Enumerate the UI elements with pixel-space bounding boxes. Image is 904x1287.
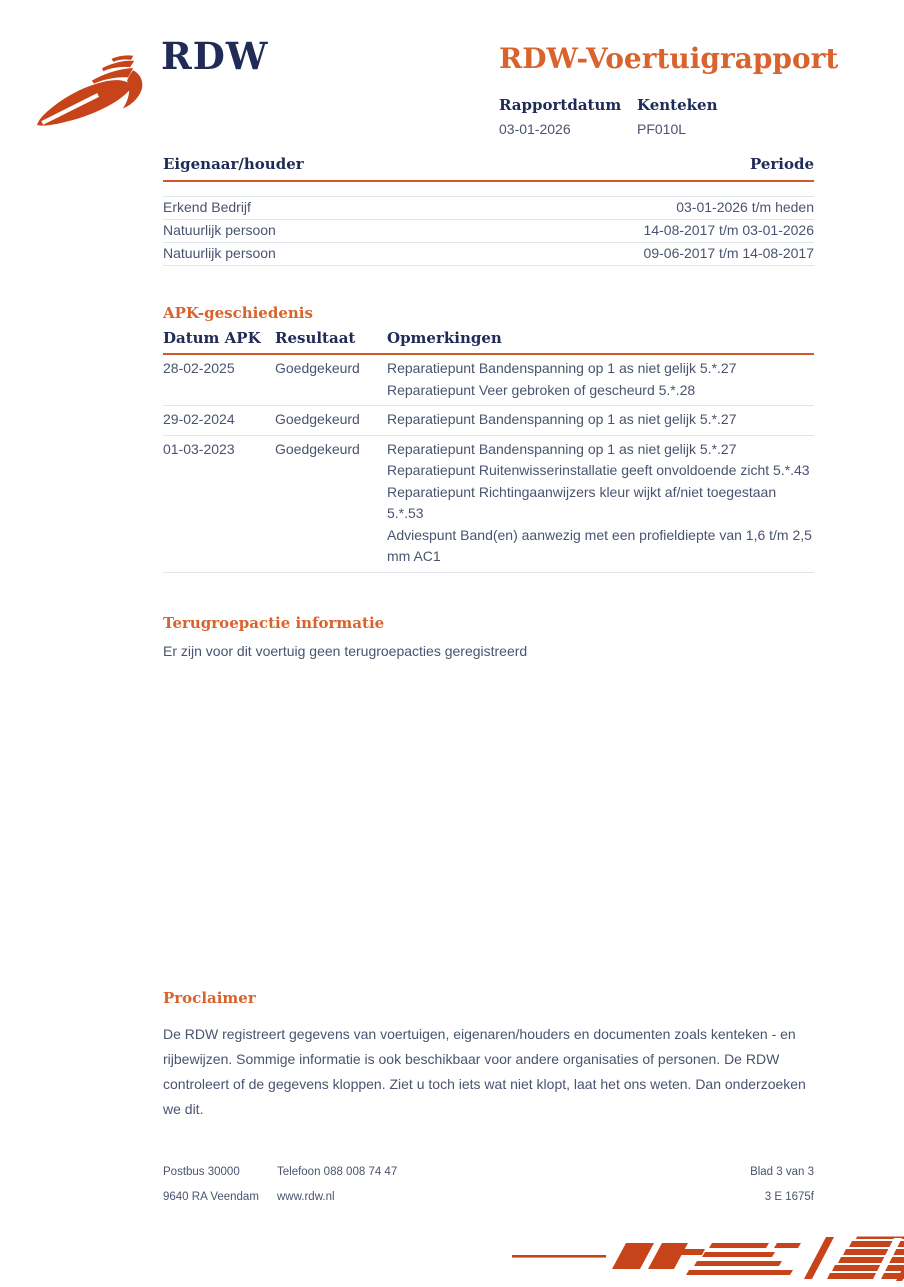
apk-remarks-cell xyxy=(387,358,814,401)
footer-row-1 xyxy=(163,1166,814,1178)
apk-date-cell: 28-02-2025 xyxy=(163,360,235,376)
page-title: RDW-Voertuigrapport xyxy=(499,42,839,75)
report-meta xyxy=(499,96,717,137)
apk-remark-line: Reparatiepunt Bandenspanning op 1 as niet gelijk 5.*.27 xyxy=(387,440,737,457)
period-column-header: Periode xyxy=(749,155,814,173)
apk-table-row xyxy=(163,436,814,573)
apk-date-cell: 01-03-2023 xyxy=(163,440,235,457)
owner-table-row xyxy=(163,197,814,220)
apk-result-cell: Goedgekeurd xyxy=(275,440,360,457)
kenteken-label: Kenteken xyxy=(637,96,718,114)
apk-date-cell: 29-02-2024 xyxy=(163,411,235,427)
rdw-wordmark: RDW xyxy=(161,34,269,78)
rdw-feather-logo-icon xyxy=(34,48,158,140)
report-date-label: Rapportdatum xyxy=(499,96,622,114)
kenteken-value: PF010L xyxy=(637,121,687,137)
apk-section-heading: APK-geschiedenis xyxy=(163,304,313,322)
apk-remarks-column-header: Opmerkingen xyxy=(387,329,502,347)
proclaimer-text: De RDW registreert gegevens van voertuigen, eigenaren/houders en documenten zoals kenteken - en rijbewijzen. Sommige informatie is ook beschikbaar voor andere organisaties of personen. De RDW controleert of de gegevens kloppen. Ziet u toch iets wat niet klopt, laat het ons weten. Dan onderzoeken we dit. xyxy=(163,1026,806,1117)
apk-remark-line: Reparatiepunt Bandenspanning op 1 as niet gelijk 5.*.27 xyxy=(387,360,737,376)
owner-table xyxy=(163,155,814,266)
apk-date-column-header: Datum APK xyxy=(163,329,261,347)
speed-stripes-decoration-icon xyxy=(504,1234,904,1282)
document-body xyxy=(163,155,814,661)
period-cell: 09-06-2017 t/m 14-08-2017 xyxy=(643,245,814,261)
period-cell: 14-08-2017 t/m 03-01-2026 xyxy=(643,222,814,238)
apk-table-rows xyxy=(163,355,814,573)
apk-remarks-cell xyxy=(387,409,814,431)
apk-table-header xyxy=(163,326,814,355)
apk-remark-line: Reparatiepunt Bandenspanning op 1 as niet gelijk 5.*.27 xyxy=(387,411,737,427)
report-date-value: 03-01-2026 xyxy=(499,121,571,137)
recall-section-text: Er zijn voor dit voertuig geen terugroepacties geregistreerd xyxy=(163,642,528,659)
recall-section-heading: Terugroepactie informatie xyxy=(163,613,385,632)
footer-phone: Telefoon 088 008 74 47 xyxy=(277,1166,398,1178)
apk-remark-line: Reparatiepunt Veer gebroken of gescheurd 5.*.28 xyxy=(387,381,696,398)
proclaimer-section xyxy=(163,989,819,1122)
apk-remarks-cell xyxy=(387,439,814,568)
owner-cell: Natuurlijk persoon xyxy=(163,245,276,261)
report-date-block xyxy=(499,96,637,137)
footer-row-2 xyxy=(163,1191,814,1203)
footer-city: 9640 RA Veendam xyxy=(163,1191,259,1203)
page-footer xyxy=(163,1166,814,1216)
apk-remark-line: Reparatiepunt Richtingaanwijzers kleur wijkt af/niet toegestaan 5.*.53 xyxy=(387,483,777,521)
proclaimer-heading: Proclaimer xyxy=(163,989,256,1007)
apk-result-column-header: Resultaat xyxy=(275,329,356,347)
period-cell: 03-01-2026 t/m heden xyxy=(676,199,814,215)
footer-postbus: Postbus 30000 xyxy=(163,1166,240,1178)
footer-page-indicator: Blad 3 van 3 xyxy=(750,1166,814,1178)
apk-result-cell: Goedgekeurd xyxy=(275,411,360,427)
owner-cell: Natuurlijk persoon xyxy=(163,222,276,238)
owner-table-rows xyxy=(163,197,814,266)
apk-remark-line: Adviespunt Band(en) aanwezig met een profieldiepte van 1,6 t/m 2,5 mm AC1 xyxy=(387,526,812,564)
footer-website: www.rdw.nl xyxy=(277,1191,335,1203)
owner-table-row xyxy=(163,220,814,243)
apk-result-cell: Goedgekeurd xyxy=(275,360,360,376)
owner-table-row xyxy=(163,243,814,266)
owner-table-spacer xyxy=(163,182,814,197)
owner-table-header xyxy=(163,155,814,182)
owner-column-header: Eigenaar/houder xyxy=(163,155,304,173)
apk-table-row xyxy=(163,355,814,406)
footer-form-code: 3 E 1675f xyxy=(764,1191,814,1203)
apk-remark-line: Reparatiepunt Ruitenwisserinstallatie geeft onvoldoende zicht 5.*.43 xyxy=(387,462,810,478)
kenteken-block xyxy=(637,96,717,137)
owner-cell: Erkend Bedrijf xyxy=(163,199,251,215)
recall-section xyxy=(163,614,814,661)
apk-table-row xyxy=(163,406,814,436)
apk-history-section xyxy=(163,304,814,573)
